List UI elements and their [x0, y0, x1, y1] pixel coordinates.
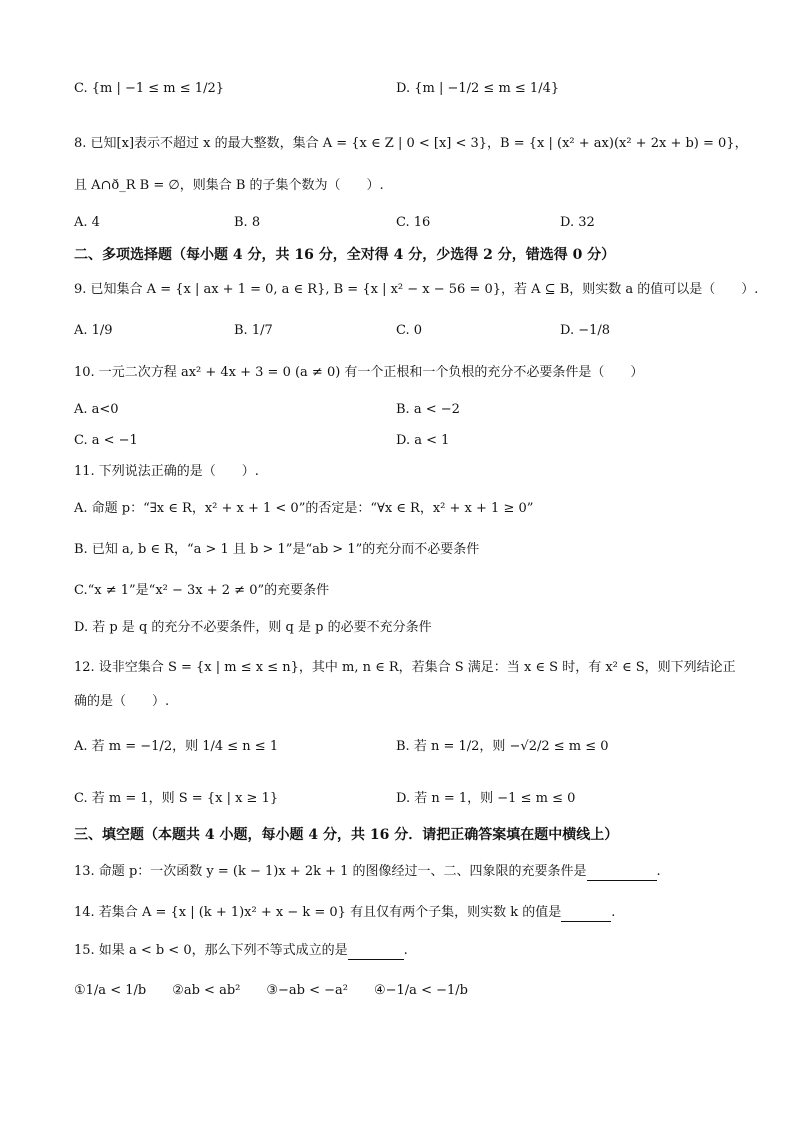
q14-stem: 14. 若集合 A = {x | (k + 1)x² + x − k = 0} 有且仅有两个子集，则实数 k 的值是 — [74, 905, 562, 920]
q9-stem: 9. 已知集合 A = {x | ax + 1 = 0, a ∈ R}, B = {x | x² − x − 56 = 0}，若 A ⊆ B，则实数 a 的值可以是（ ）. — [74, 282, 759, 297]
q15-stem: 15. 如果 a < b < 0，那么下列不等式成立的是 — [74, 943, 348, 958]
q14-period: . — [611, 905, 616, 920]
q10-option-c: C. a < −1 — [74, 433, 138, 448]
q11-option-d: D. 若 p 是 q 的充分不必要条件，则 q 是 p 的必要不充分条件 — [74, 620, 432, 635]
q9-option-c: C. 0 — [396, 323, 423, 338]
q10-option-b: B. a < −2 — [396, 402, 460, 417]
q15-answer-blank[interactable] — [348, 945, 404, 960]
q15-period: . — [403, 943, 408, 958]
q9-option-d: D. −1/8 — [560, 323, 611, 338]
q10-option-a: A. a<0 — [74, 402, 119, 417]
section-2-heading: 二、多项选择题（每小题 4 分，共 16 分，全对得 4 分，少选得 2 分，错选得 0 分） — [74, 247, 616, 263]
section-3-heading: 三、填空题（本题共 4 小题，每小题 4 分，共 16 分．请把正确答案填在题中横线上） — [74, 827, 619, 843]
q8-option-b: B. 8 — [234, 215, 261, 230]
q13-stem: 13. 命题 p：一次函数 y = (k − 1)x + 2k + 1 的图像经过一、二、四象限的充要条件是 — [74, 864, 587, 879]
q15-row — [74, 942, 408, 960]
q11-option-c: C.“x ≠ 1”是“x² − 3x + 2 ≠ 0”的充要条件 — [74, 583, 330, 598]
q13-row — [74, 863, 661, 881]
q11-stem: 11. 下列说法正确的是（ ）. — [74, 464, 259, 479]
q12-stem-line2: 确的是（ ）. — [74, 694, 170, 709]
q8-stem-line1: 8. 已知[x]表示不超过 x 的最大整数，集合 A = {x ∈ Z | 0 < [x] < 3}，B = {x | (x² + ax)(x² + 2x + b) = 0}， — [74, 136, 748, 151]
q12-option-c: C. 若 m = 1，则 S = {x | x ≥ 1} — [74, 791, 279, 806]
q9-option-b: B. 1/7 — [234, 323, 273, 338]
q8-option-d: D. 32 — [560, 215, 595, 230]
q9-option-a: A. 1/9 — [74, 323, 113, 338]
q11-option-b: B. 已知 a, b ∈ R，“a > 1 且 b > 1”是“ab > 1”的充分而不必要条件 — [74, 542, 480, 557]
q10-option-d: D. a < 1 — [396, 433, 450, 448]
q11-option-a: A. 命题 p：“∃x ∈ R，x² + x + 1 < 0”的否定是：“∀x ∈ R，x² + x + 1 ≥ 0” — [74, 501, 534, 516]
q15-options: ①1/a < 1/b ②ab < ab² ③−ab < −a² ④−1/a < −1/b — [74, 983, 468, 998]
q12-option-d: D. 若 n = 1，则 −1 ≤ m ≤ 0 — [396, 791, 576, 806]
q7-option-d: D. {m | −1/2 ≤ m ≤ 1/4} — [396, 81, 560, 96]
q8-option-c: C. 16 — [396, 215, 431, 230]
q8-option-a: A. 4 — [74, 215, 100, 230]
q10-stem: 10. 一元二次方程 ax² + 4x + 3 = 0 (a ≠ 0) 有一个正根和一个负根的充分不必要条件是（ ） — [74, 365, 644, 380]
q7-option-c: C. {m | −1 ≤ m ≤ 1/2} — [74, 81, 224, 96]
q12-stem-line1: 12. 设非空集合 S = {x | m ≤ x ≤ n}，其中 m, n ∈ R，若集合 S 满足：当 x ∈ S 时，有 x² ∈ S，则下列结论正 — [74, 660, 736, 675]
q14-answer-blank[interactable] — [561, 907, 611, 922]
q12-option-b: B. 若 n = 1/2，则 −√2/2 ≤ m ≤ 0 — [396, 739, 609, 754]
q13-period: . — [656, 864, 661, 879]
q14-row — [74, 904, 615, 922]
q13-answer-blank[interactable] — [587, 866, 657, 881]
q12-option-a: A. 若 m = −1/2，则 1/4 ≤ n ≤ 1 — [74, 739, 279, 754]
q8-stem-line2: 且 A∩ð_R B = ∅，则集合 B 的子集个数为（ ）. — [74, 178, 384, 193]
